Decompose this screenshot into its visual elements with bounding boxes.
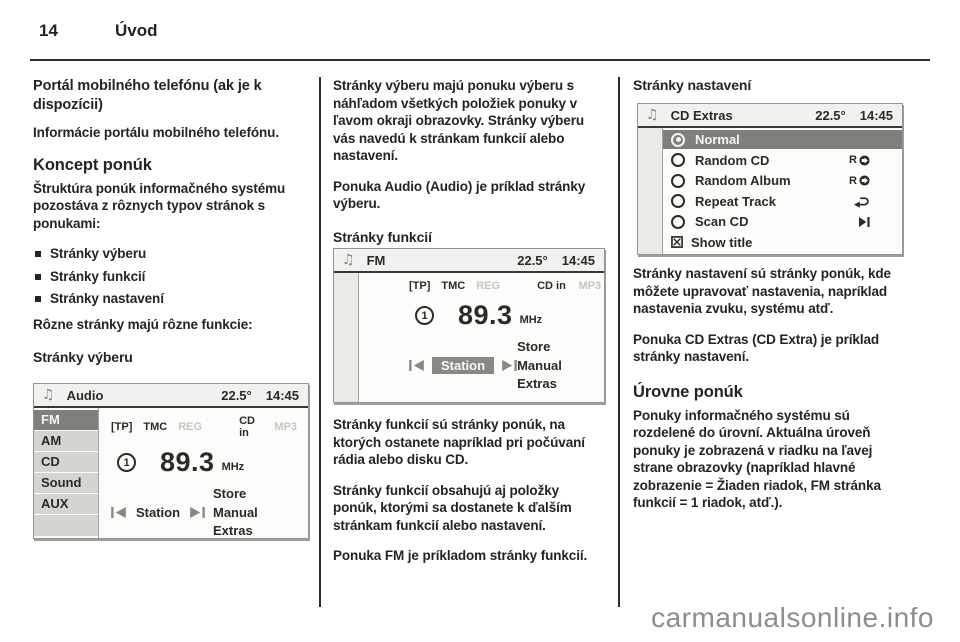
paragraph-page-functions: Rôzne stránky majú rôzne funkcie: <box>33 316 253 332</box>
square-bullet-icon <box>35 251 41 257</box>
list-item <box>33 290 309 308</box>
repeat-icon <box>854 195 870 208</box>
option-label: Scan CD <box>695 214 749 229</box>
temperature-readout: 22.5° <box>517 252 548 268</box>
column-2-lower <box>333 416 605 578</box>
column-divider <box>319 77 321 607</box>
random-icon: R <box>849 154 870 166</box>
clock-readout: 14:45 <box>265 387 299 403</box>
tp-indicator: [TP] <box>409 280 431 292</box>
radio-unselected-icon <box>671 174 685 188</box>
section-heading-phone-portal: Portál mobilného telefónu (ak je k dispozícii) <box>33 78 262 113</box>
tmc-indicator: TMC <box>143 421 168 433</box>
radio-unselected-icon <box>671 215 685 229</box>
page-number: 14 <box>39 21 58 40</box>
subheading-selection-pages: Stránky výberu <box>33 349 133 365</box>
subheading-function-pages: Stránky funkcií <box>333 228 432 245</box>
column-1 <box>33 77 309 379</box>
text-segment: Ponuka <box>333 178 385 194</box>
option-random-cd <box>663 151 902 170</box>
option-show-title <box>663 233 902 252</box>
square-bullet-icon <box>35 274 41 280</box>
menu-item-manual: Manual <box>213 504 258 520</box>
option-menu <box>517 338 603 394</box>
menu-item-empty <box>34 515 98 536</box>
option-scan-cd <box>663 212 902 231</box>
option-label: Show title <box>691 234 753 250</box>
column-divider <box>618 77 620 607</box>
menu-item-cd: CD <box>34 452 98 472</box>
preset-number-badge: 1 <box>117 453 136 472</box>
text-segment: je príkladom stránky funkcií. <box>404 548 588 563</box>
paragraph-audio-example <box>333 178 605 213</box>
radio-unselected-icon <box>671 194 685 208</box>
random-icon: R <box>849 175 870 187</box>
station-controls-row <box>111 485 299 541</box>
menu-item-sound: Sound <box>34 473 98 493</box>
menu-name-emphasis: Audio (Audio) <box>384 178 473 194</box>
source-selection-menu <box>34 408 99 538</box>
screen-title: CD Extras <box>670 107 733 123</box>
clock-readout: 14:45 <box>561 252 595 268</box>
list-item-label: Stránky nastavení <box>50 291 164 306</box>
station-label-selected: Station <box>432 357 494 374</box>
music-note-icon: ♫ <box>646 107 659 123</box>
station-seek-group <box>409 338 517 394</box>
infotainment-header <box>34 384 308 408</box>
text-segment: Ponuka <box>333 548 385 563</box>
menu-item-fm: FM <box>34 410 98 430</box>
checkbox-checked-icon <box>671 236 683 248</box>
frequency-unit: MHz <box>519 314 543 326</box>
fm-main-display <box>359 273 612 402</box>
preset-number-badge: 1 <box>415 306 434 325</box>
frequency-row <box>117 449 299 476</box>
frequency-row <box>415 302 603 329</box>
tp-indicator: [TP] <box>111 421 133 433</box>
menu-item-store: Store <box>213 486 247 501</box>
frequency-unit: MHz <box>221 461 245 473</box>
menu-item-manual: Manual <box>517 357 562 373</box>
cd-in-indicator: CD in <box>239 415 255 439</box>
list-item <box>33 245 309 263</box>
previous-station-icon <box>111 507 126 518</box>
station-seek-group <box>111 485 205 541</box>
subheading-settings-pages: Stránky nastavení <box>633 77 752 93</box>
option-repeat-track <box>663 192 902 211</box>
menu-item-am: AM <box>34 431 98 451</box>
tmc-indicator: TMC <box>441 280 466 292</box>
next-station-icon <box>502 360 517 371</box>
paragraph-selection-pages: Stránky výberu majú ponuku výberu s náhľadom všetkých položiek ponuky v ľavom okraji obrazovky. Stránky výberu vás navedú k stránkam funkcií alebo nastavení. <box>333 78 585 163</box>
menu-item-extras: Extras <box>517 376 557 391</box>
status-row <box>111 415 299 439</box>
option-label: Normal <box>695 132 740 147</box>
screen-title: FM <box>366 252 386 268</box>
column-3-lower <box>633 265 905 525</box>
text-segment: je príklad stránky nastavení. <box>633 331 880 364</box>
status-row <box>409 280 603 292</box>
temperature-readout: 22.5° <box>221 387 252 403</box>
screenshot-cd-extras-settings-page <box>637 103 903 255</box>
paragraph-menu-levels: Ponuky informačného systému sú rozdelené do úrovní. Aktuálna úroveň ponuky je zobrazená v riadku na ľavej strane obrazovky (napríklad hlavné zobrazenie = Žiaden riadok, FM stránka funkcií = 1 riadok, atď.). <box>633 407 881 510</box>
menu-level-strip <box>334 273 359 402</box>
menu-name-emphasis: FM <box>384 548 405 563</box>
paragraph-function-pages-1: Stránky funkcií sú stránky ponúk, na ktorých ostanete napríklad pri počúvaní rádia alebo disku CD. <box>333 417 585 467</box>
settings-option-list <box>663 128 902 254</box>
section-heading-menu-levels: Úrovne ponúk <box>633 382 743 401</box>
menu-item-aux: AUX <box>34 494 98 514</box>
text-segment: je príklad stránky výberu. <box>333 178 586 211</box>
clock-readout: 14:45 <box>859 107 893 123</box>
frequency-value: 89.3 <box>458 300 513 330</box>
station-controls-row <box>409 338 603 394</box>
option-label: Repeat Track <box>695 193 776 209</box>
screenshot-audio-selection-page <box>33 383 309 539</box>
screen-title: Audio <box>66 387 104 403</box>
cd-in-indicator: CD in <box>537 280 566 292</box>
paragraph-cd-extras-example <box>633 331 905 366</box>
screenshot-fm-function-page <box>333 248 605 403</box>
option-label: Random CD <box>695 152 770 168</box>
radio-selected-icon <box>671 133 685 147</box>
text-segment: Ponuka <box>633 331 685 347</box>
section-heading-menu-concept: Koncept ponúk <box>33 155 152 174</box>
option-random-album <box>663 171 902 190</box>
header-rule <box>30 59 930 61</box>
mp3-indicator: MP3 <box>274 421 297 433</box>
paragraph-function-pages-2: Stránky funkcií obsahujú aj položky ponúk, ktorými sa dostanete k ďalším stránkam funkcií alebo nastavení. <box>333 482 572 533</box>
bullet-list <box>33 245 309 308</box>
next-station-icon <box>190 507 205 518</box>
menu-item-store: Store <box>517 339 551 354</box>
paragraph-settings-pages: Stránky nastavení sú stránky ponúk, kde môžete upravovať nastavenia, napríklad nastavenia zvuku, systému atď. <box>633 266 891 316</box>
infotainment-header <box>638 104 902 128</box>
music-note-icon: ♫ <box>42 387 55 403</box>
column-2 <box>333 77 605 258</box>
temperature-readout: 22.5° <box>815 107 846 123</box>
infotainment-header <box>334 249 604 273</box>
paragraph-fm-example <box>333 547 605 565</box>
option-normal <box>663 130 902 149</box>
list-item <box>33 268 309 286</box>
menu-level-strip <box>638 128 663 254</box>
station-label: Station <box>136 505 181 521</box>
watermark: carmanualsonline.info <box>651 602 934 633</box>
reg-indicator: REG <box>178 421 203 433</box>
menu-item-extras: Extras <box>213 523 253 538</box>
music-note-icon: ♫ <box>342 252 355 268</box>
radio-unselected-icon <box>671 153 685 167</box>
frequency-value: 89.3 <box>160 447 215 477</box>
chapter-title: Úvod <box>115 21 158 40</box>
mp3-indicator: MP3 <box>578 280 602 292</box>
scan-icon <box>859 217 870 227</box>
square-bullet-icon <box>35 296 41 302</box>
fm-main-display <box>99 408 308 538</box>
reg-indicator: REG <box>476 280 501 292</box>
option-label: Random Album <box>695 173 791 188</box>
paragraph-phone-portal: Informácie portálu mobilného telefónu. <box>33 125 279 140</box>
previous-station-icon <box>409 360 424 371</box>
menu-name-emphasis: CD Extras (CD Extra) <box>684 331 818 347</box>
list-item-label: Stránky funkcií <box>50 268 146 284</box>
paragraph-menu-structure: Štruktúra ponúk informačného systému pozostáva z rôznych typov stránok s ponukami: <box>33 180 286 231</box>
option-menu <box>213 485 299 541</box>
list-item-label: Stránky výberu <box>50 246 147 261</box>
